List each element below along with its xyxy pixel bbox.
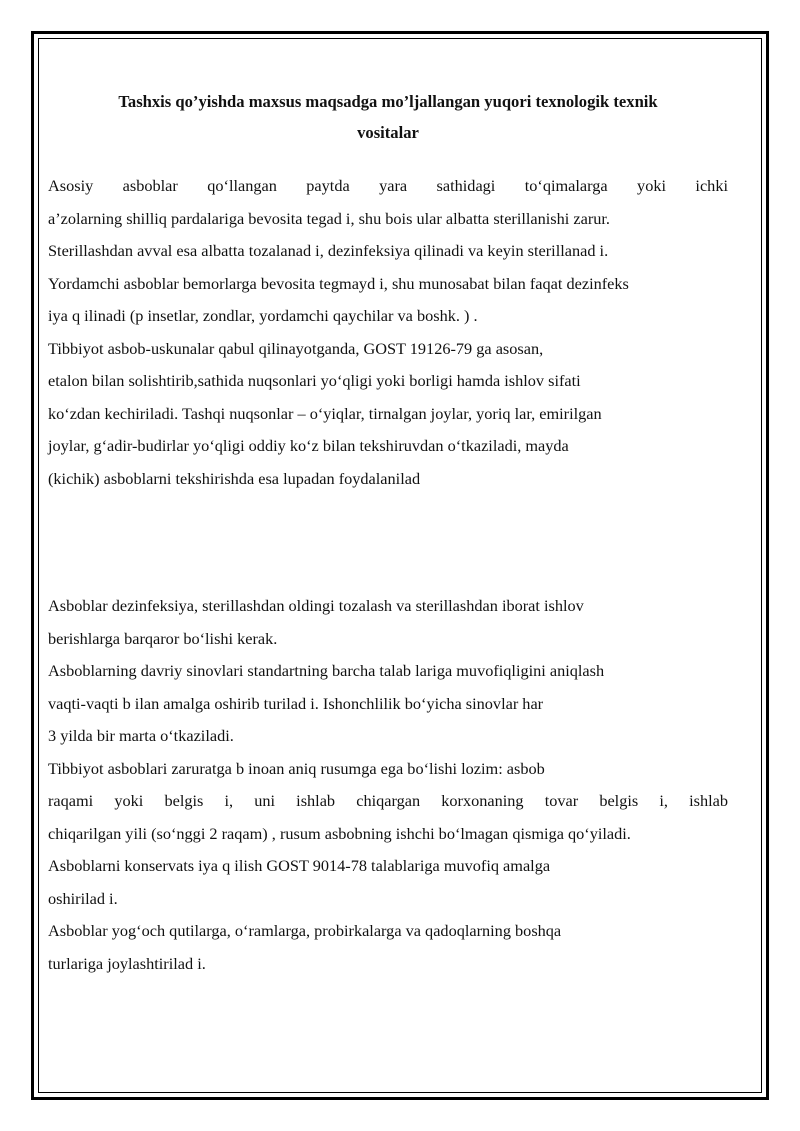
title-line: vositalar	[357, 123, 419, 142]
text-line: a’zolarning shilliq pardalariga bevosita tegad i, shu bois ular albatta sterillanishi zarur.	[48, 208, 610, 228]
text-line: Asboblarni konservats iya q ilish GOST 9014-78 talablariga muvofiq amalga	[48, 856, 551, 875]
text-line: berishlarga barqaror bo‘lishi kerak.	[48, 628, 278, 648]
text-line: oshirilad i.	[48, 888, 118, 908]
text-line: Yordamchi asboblar bemorlarga bevosita tegmayd i, shu munosabat bilan faqat dezinfeks	[48, 273, 629, 293]
document-body	[48, 86, 728, 980]
text-line: Asboblar dezinfeksiya, sterillashdan oldingi tozalash va sterillashdan iborat ishlov	[48, 596, 584, 615]
text-line: Asboblar yog‘och qutilarga, o‘ramlarga, probirkalarga va qadoqlarning boshqa	[48, 921, 562, 940]
text-line: (kichik) asboblarni tekshirishda esa lupadan foydalanilad	[48, 468, 421, 488]
paragraph-2	[48, 590, 728, 980]
text-line: Sterillashdan avval esa albatta tozalanad i, dezinfeksiya qilinadi va keyin sterillanad i.	[48, 241, 609, 260]
text-line: Asosiy asboblar qo‘llangan paytda yara sathidagi to‘qimalarga yoki ichki	[48, 176, 728, 195]
text-line: ko‘zdan kechiriladi. Tashqi nuqsonlar – o‘yiqlar, tirnalgan joylar, yoriq lar, emirilgan	[48, 403, 602, 423]
text-line: chiqarilgan yili (so‘nggi 2 raqam) , rusum asbobning ishchi bo‘lmagan qismiga qo‘yiladi.	[48, 823, 631, 843]
blank-space	[48, 495, 728, 590]
text-line: Tibbiyot asboblari zaruratga b inoan aniq rusumga ega bo‘lishi lozim: asbob	[48, 758, 545, 778]
text-line: Asboblarning davriy sinovlari standartning barcha talab lariga muvofiqligini aniqlash	[48, 661, 605, 680]
document-title	[48, 86, 728, 148]
text-line: 3 yilda bir marta o‘tkaziladi.	[48, 726, 234, 745]
text-line: Tibbiyot asbob-uskunalar qabul qilinayotganda, GOST 19126-79 ga asosan,	[48, 338, 544, 358]
text-line: raqami yoki belgis i, uni ishlab chiqargan korxonaning tovar belgis i, ishlab	[48, 791, 728, 810]
text-line: turlariga joylashtirilad i.	[48, 953, 206, 973]
text-line: vaqti-vaqti b ilan amalga oshirib turilad i. Ishonchlilik bo‘yicha sinovlar har	[48, 693, 544, 713]
paragraph-1	[48, 170, 728, 495]
text-line: etalon bilan solishtirib,sathida nuqsonlari yo‘qligi yoki borligi hamda ishlov sifati	[48, 371, 581, 390]
title-line: Tashxis qo’yishda maxsus maqsadga mo’ljallangan yuqori texnologik texnik	[118, 92, 658, 111]
text-line: iya q ilinadi (p insetlar, zondlar, yordamchi qaychilar va boshk. ) .	[48, 306, 478, 325]
text-line: joylar, g‘adir-budirlar yo‘qligi oddiy ko‘z bilan tekshiruvdan o‘tkaziladi, mayda	[48, 436, 569, 455]
